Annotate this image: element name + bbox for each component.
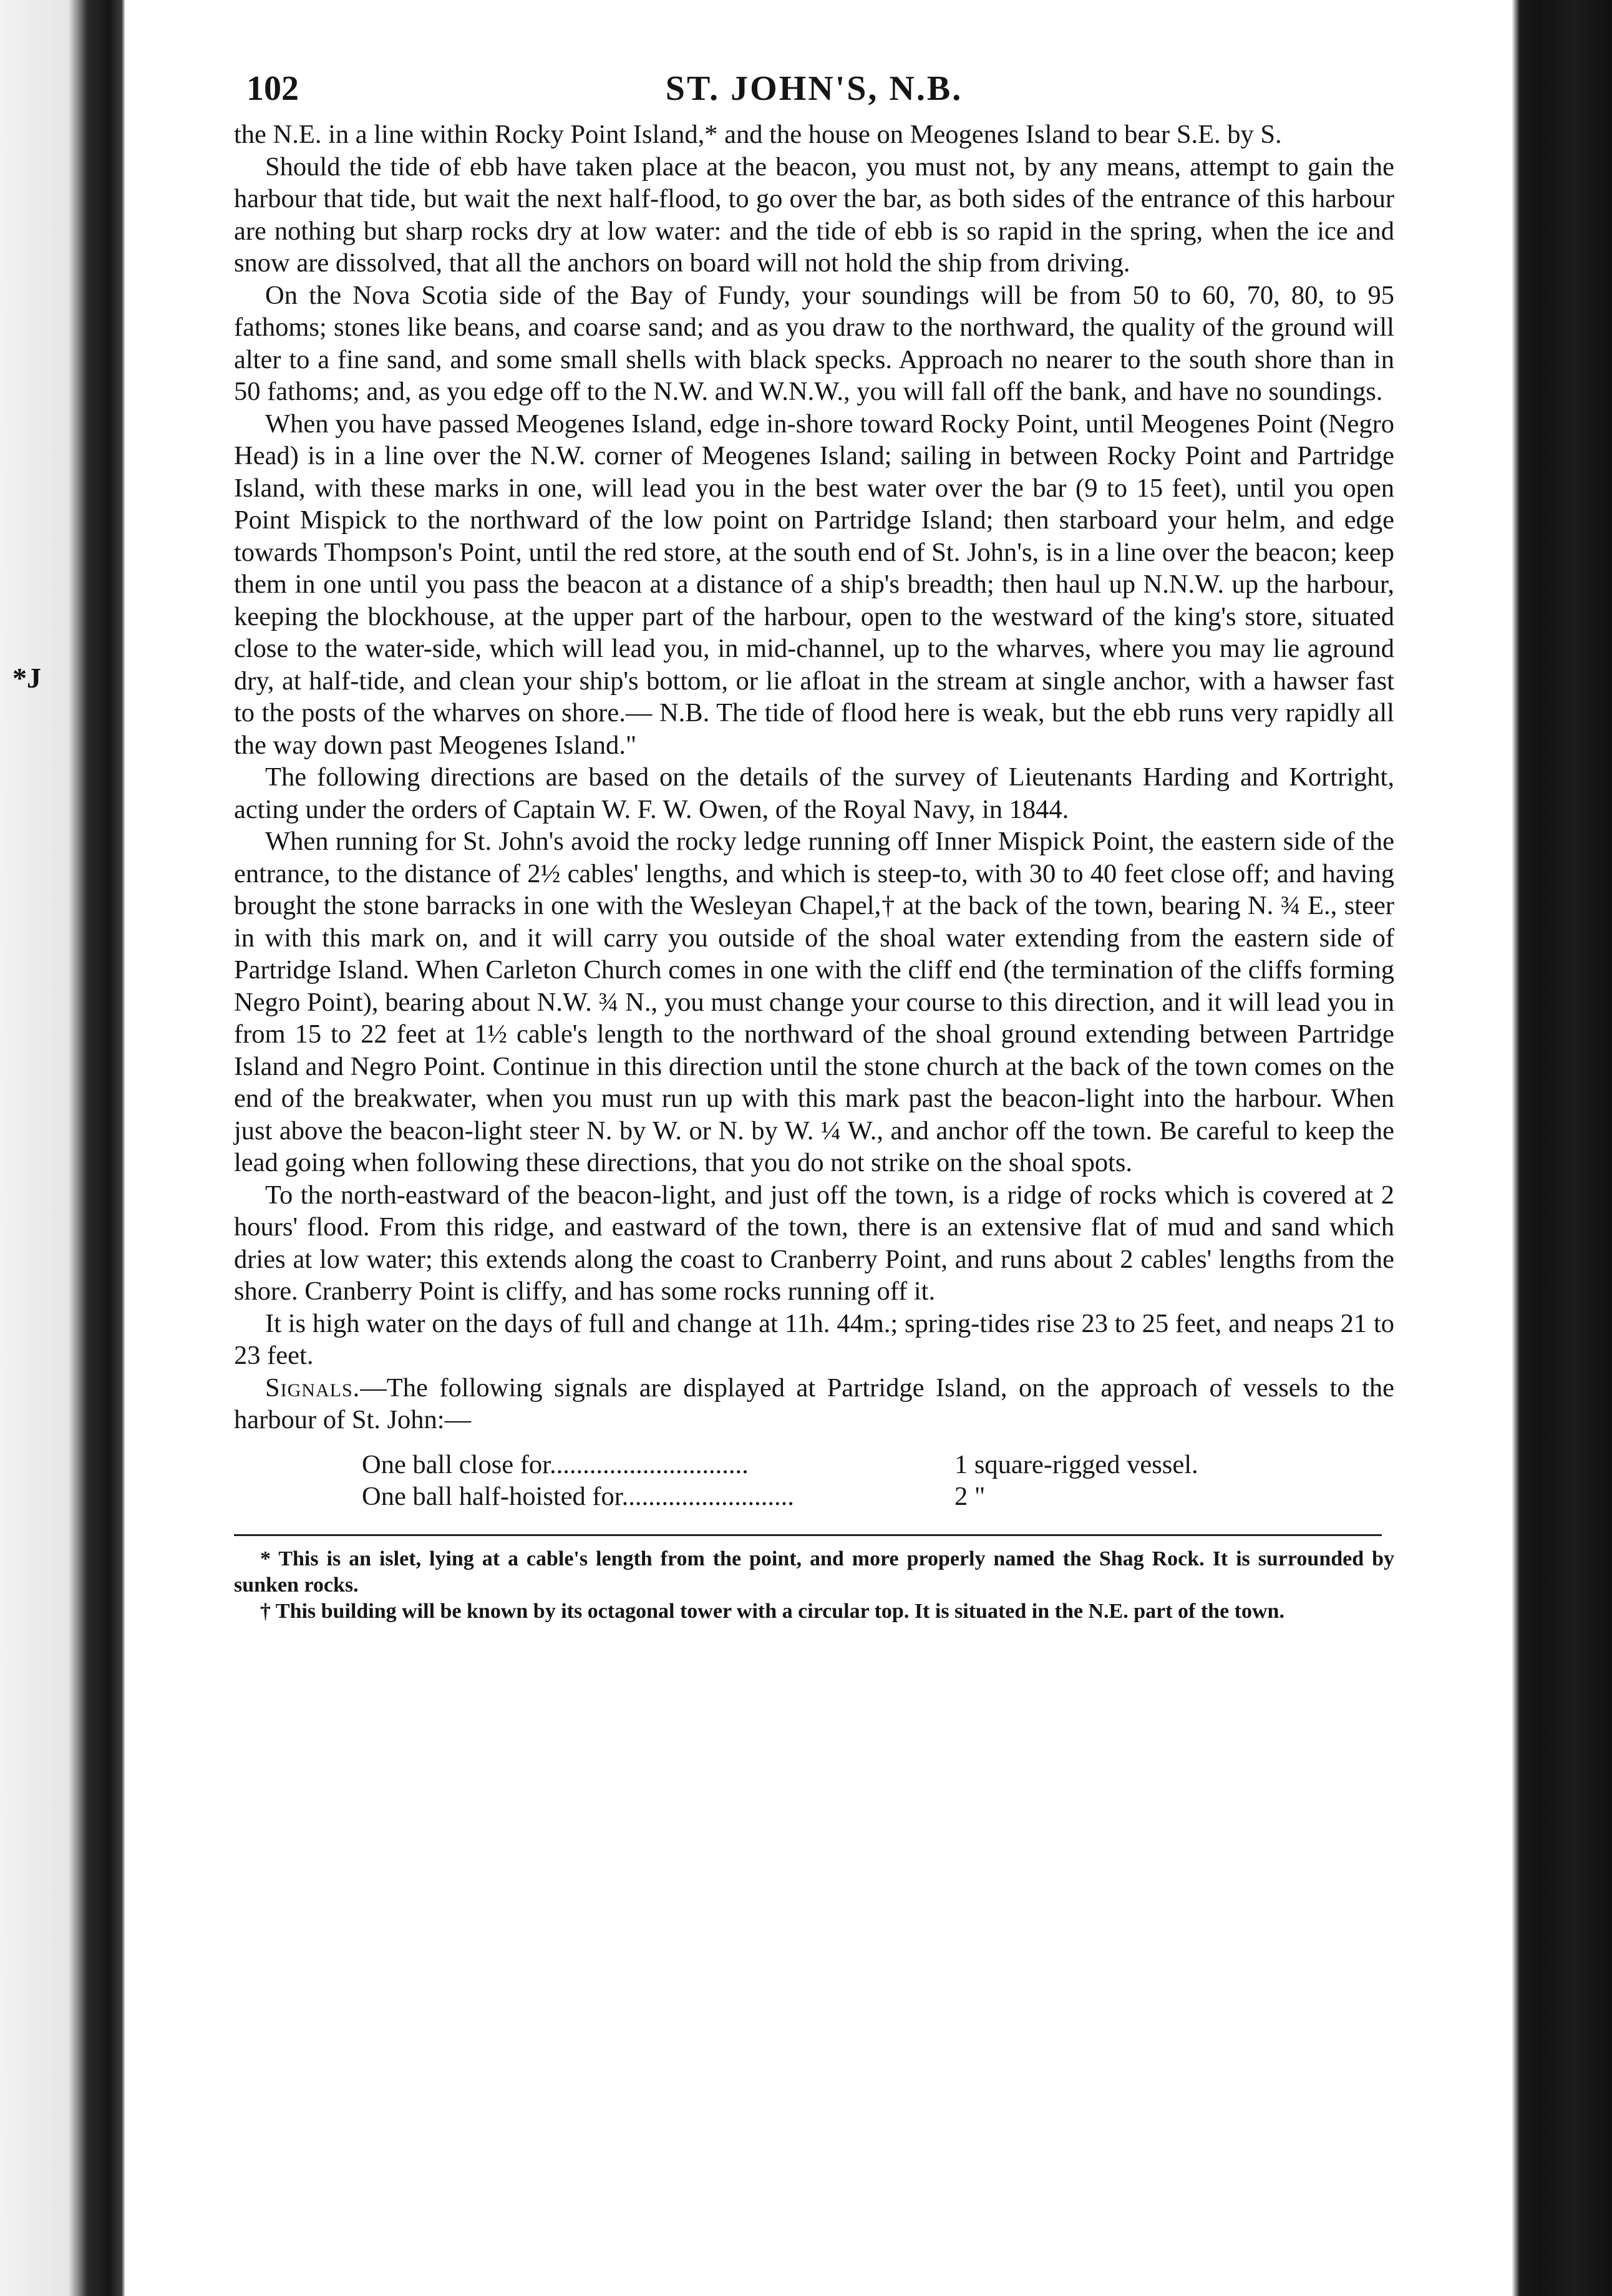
footnote: * This is an islet, lying at a cable's length from the point, and more properly named the Shag Rock. It is surrounded by sunken rocks. (234, 1547, 1394, 1597)
paragraph: Should the tide of ebb have taken place at the beacon, you must not, by any means, attempt to gain the harbour that tide, but wait the next half-flood, to go over the bar, as both sides of the entrance of this harbour are nothing but sharp rocks dry at low water: and the tide of ebb is so rapid in the spring, when the ice and snow are dissolved, that all the anchors on board will not hold the ship from driving. (234, 152, 1394, 278)
paragraph: When you have passed Meogenes Island, edge in-shore toward Rocky Point, until Meogenes Point (Negro Head) is in a line over the N.W. corner of Meogenes Island; sailing in between Rocky Point and Partridge Island, with these marks in one, will lead you in the best water over the bar (9 to 15 feet), until you open Point Mispick to the northward of the low point on Partridge Island; then starboard your helm, and edge towards Thompson's Point, until the red store, at the south end of St. John's, is in a line over the beacon; keep them in one until you pass the beacon at a distance of a ship's breadth; then haul up N.N.W. up the harbour, keeping the blockhouse, at the upper part of the harbour, open to the westward of the king's store, situated close to the water-side, which will lead you, in mid-channel, up to the wharves, where you may lie aground dry, at half-tide, and clean your ship's bottom, or lie afloat in the stream at single anchor, with a hawser fast to the posts of the wharves on shore.— N.B. The tide of flood here is weak, but the ebb runs very rapidly all the way down past Meogenes Island." (234, 409, 1394, 760)
binding-mark: *J (12, 662, 41, 694)
body-text (234, 119, 1394, 1436)
signal-label: One ball close for.............................. (362, 1449, 749, 1479)
signals-paragraph (234, 1372, 1394, 1436)
signal-value: 2 " (954, 1482, 986, 1511)
paragraph: the N.E. in a line within Rocky Point Island,* and the house on Meogenes Island to bear S.E. by S. (234, 120, 1282, 149)
signals-text: —The following signals are displayed at Partridge Island, on the approach of vessels to the harbour of St. John:— (234, 1373, 1394, 1434)
page-number: 102 (246, 69, 299, 108)
paragraph: It is high water on the days of full and change at 11h. 44m.; spring-tides rise 23 to 25 feet, and neaps 21 to 23 feet. (234, 1308, 1394, 1370)
signal-value: 1 square-rigged vessel. (954, 1449, 1198, 1479)
running-head: ST. JOHN'S, N.B. (665, 69, 963, 108)
paragraph: On the Nova Scotia side of the Bay of Fundy, your soundings will be from 50 to 60, 70, 80, to 95 fathoms; stones like beans, and coarse sand; and as you draw to the northward, the quality of the ground will alter to a fine sand, and some small shells with black specks. Approach no nearer to the south shore than in 50 fathoms; and, as you edge off to the N.W. and W.N.W., you will fall off the bank, and have no soundings. (234, 280, 1394, 406)
signal-label: One ball half-hoisted for.......................... (362, 1482, 794, 1511)
binding-edge (0, 0, 125, 2296)
footnote: † This building will be known by its octagonal tower with a circular top. It is situated in the N.E. part of the town. (260, 1599, 1284, 1623)
signals-table (362, 1449, 1394, 1513)
footnote-rule (234, 1534, 1382, 1536)
signal-row (362, 1481, 1394, 1513)
page (234, 69, 1394, 1625)
paragraph: The following directions are based on the details of the survey of Lieutenants Harding and Kortright, acting under the orders of Captain W. F. W. Owen, of the Royal Navy, in 1844. (234, 762, 1394, 824)
page-header (234, 69, 1394, 119)
paragraph: When running for St. John's avoid the rocky ledge running off Inner Mispick Point, the eastern side of the entrance, to the distance of 2½ cables' lengths, and which is steep-to, with 30 to 40 feet close off; and having brought the stone barracks in one with the Wesleyan Chapel,† at the back of the town, bearing N. ¾ E., steer in with this mark on, and it will carry you outside of the shoal water extending from the eastern side of Partridge Island. When Carleton Church comes in one with the cliff end (the termination of the cliffs forming Negro Point), bearing about N.W. ¾ N., you must change your course to this direction, and it will lead you in from 15 to 22 feet at 1½ cable's length to the northward of the shoal ground extending between Partridge Island and Negro Point. Continue in this direction until the stone church at the back of the town comes on the end of the breakwater, when you must run up with this mark past the beacon-light into the harbour. When just above the beacon-light steer N. by W. or N. by W. ¼ W., and anchor off the town. Be careful to keep the lead going when following these directions, that you do not strike on the shoal spots. (234, 827, 1394, 1177)
page-edge-right (1512, 0, 1612, 2296)
signal-row (362, 1449, 1394, 1481)
footnotes (234, 1546, 1394, 1625)
paragraph: To the north-eastward of the beacon-light, and just off the town, is a ridge of rocks which is covered at 2 hours' flood. From this ridge, and eastward of the town, there is an extensive flat of mud and sand which dries at low water; this extends along the coast to Cranberry Point, and runs about 2 cables' lengths from the shore. Cranberry Point is cliffy, and has some rocks running off it. (234, 1180, 1394, 1306)
signals-lead: Signals. (265, 1373, 361, 1403)
